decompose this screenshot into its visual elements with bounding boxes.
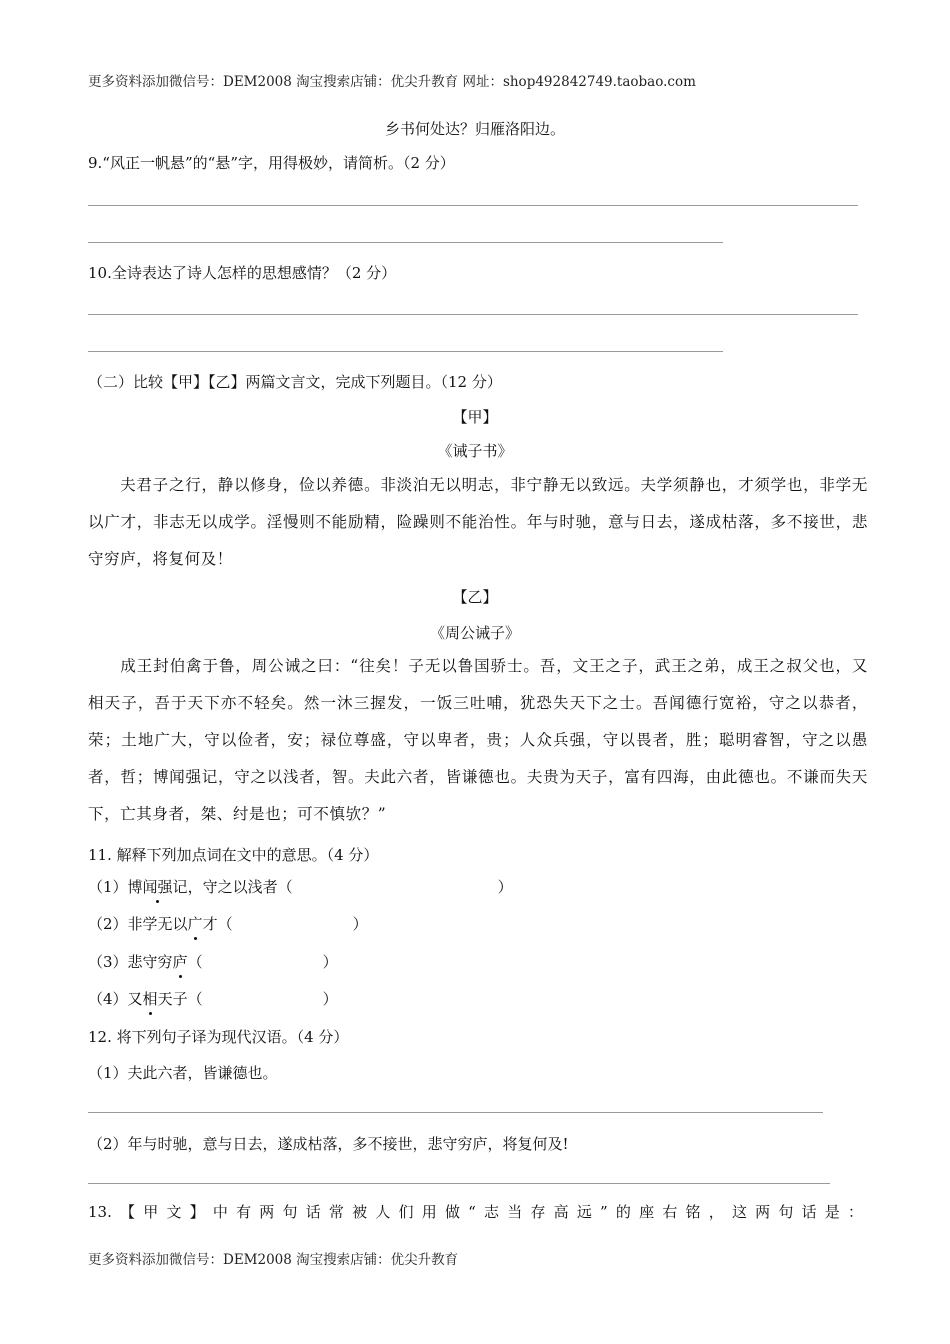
question-12-stem: 12. 将下列句子译为现代汉语。（4 分） bbox=[88, 1028, 349, 1046]
section-2-title: （二）比较【甲】【乙】两篇文言文，完成下列题目。（12 分） bbox=[88, 373, 502, 391]
answer-line bbox=[88, 242, 723, 243]
dotted-word: 相 bbox=[142, 990, 158, 1008]
item-close: ） bbox=[352, 915, 368, 933]
question-13: 13.【甲文】中有两句话常被人们用做“志当存高远”的座右铭，这两句话是： bbox=[88, 1203, 863, 1221]
item-prefix: （4）又 bbox=[88, 990, 143, 1008]
question-9: 9.“风正一帆悬”的“悬”字，用得极妙，请简析。（2 分） bbox=[88, 154, 455, 172]
question-11-item-2 bbox=[88, 913, 368, 934]
question-11-item-3 bbox=[88, 951, 338, 972]
passage-yi-body: 成王封伯禽于鲁，周公诫之曰：“往矣！子无以鲁国骄士。吾，文王之子，武王之弟，成王之叔父也，又相天子，吾于天下亦不轻矣。然一沐三握发，一饭三吐哺，犹恐失天下之士。吾闻德行宽裕，守之以恭者，荣；土地广大，守以俭者，安；禄位尊盛，守以卑者，贵；人众兵强，守以畏者，胜；聪明睿智，守之以愚者，哲；博闻强记，守之以浅者，智。夫此六者，皆谦德也。夫贵为天子，富有四海，由此德也。不谦而失天下，亡其身者，桀、纣是也；可不慎欤？” bbox=[88, 657, 868, 823]
answer-line bbox=[88, 205, 858, 206]
passage-jia-body: 夫君子之行，静以修身，俭以养德。非淡泊无以明志，非宁静无以致远。夫学须静也，才须学也，非学无以广才，非志无以成学。淫慢则不能励精，险躁则不能治性。年与时驰，意与日去，遂成枯落，多不接世，悲守穷庐，将复何及！ bbox=[88, 476, 868, 568]
poem-last-line: 乡书何处达？归雁洛阳边。 bbox=[384, 120, 565, 138]
dotted-word: 博闻强记 bbox=[127, 878, 188, 896]
question-10: 10.全诗表达了诗人怎样的思想感情？（2 分） bbox=[88, 264, 397, 282]
passage-yi-text bbox=[88, 648, 868, 833]
passage-yi-label: 【乙】 bbox=[452, 588, 498, 606]
answer-line bbox=[88, 314, 858, 315]
passage-jia-title: 《诫子书》 bbox=[437, 442, 513, 460]
item-suffix: （ bbox=[187, 953, 203, 971]
item-suffix: 才（ bbox=[202, 915, 233, 933]
passage-yi-title: 《周公诫子》 bbox=[429, 624, 520, 642]
item-prefix: （3）悲守穷 bbox=[88, 953, 173, 971]
answer-line bbox=[88, 1183, 830, 1184]
item-suffix: ，守之以浅者（ bbox=[187, 878, 293, 896]
item-close: ） bbox=[322, 953, 338, 971]
item-prefix: （1） bbox=[88, 878, 128, 896]
dotted-word: 广 bbox=[187, 915, 203, 933]
item-close: ） bbox=[322, 990, 338, 1008]
passage-jia-text bbox=[88, 467, 868, 578]
dotted-word: 庐 bbox=[172, 953, 188, 971]
passage-jia-label: 【甲】 bbox=[452, 408, 498, 426]
page-header: 更多资料添加微信号：DEM2008 淘宝搜索店铺：优尖升教育 网址：shop492842749.taobao.com bbox=[88, 74, 696, 90]
item-suffix: 天子（ bbox=[157, 990, 203, 1008]
question-12-sentence-2: （2）年与时驰，意与日去，遂成枯落，多不接世，悲守穷庐，将复何及! bbox=[88, 1135, 569, 1153]
question-11-item-1 bbox=[88, 876, 513, 897]
answer-line bbox=[88, 1112, 823, 1113]
answer-line bbox=[88, 351, 723, 352]
page-footer: 更多资料添加微信号：DEM2008 淘宝搜索店铺：优尖升教育 bbox=[88, 1252, 459, 1268]
question-11-item-4 bbox=[88, 988, 338, 1009]
item-prefix: （2）非学无以 bbox=[88, 915, 188, 933]
item-close: ） bbox=[497, 878, 513, 896]
question-12-sentence-1: （1）夫此六者，皆谦德也。 bbox=[88, 1064, 278, 1082]
question-11-stem: 11. 解释下列加点词在文中的意思。（4 分） bbox=[88, 846, 379, 864]
